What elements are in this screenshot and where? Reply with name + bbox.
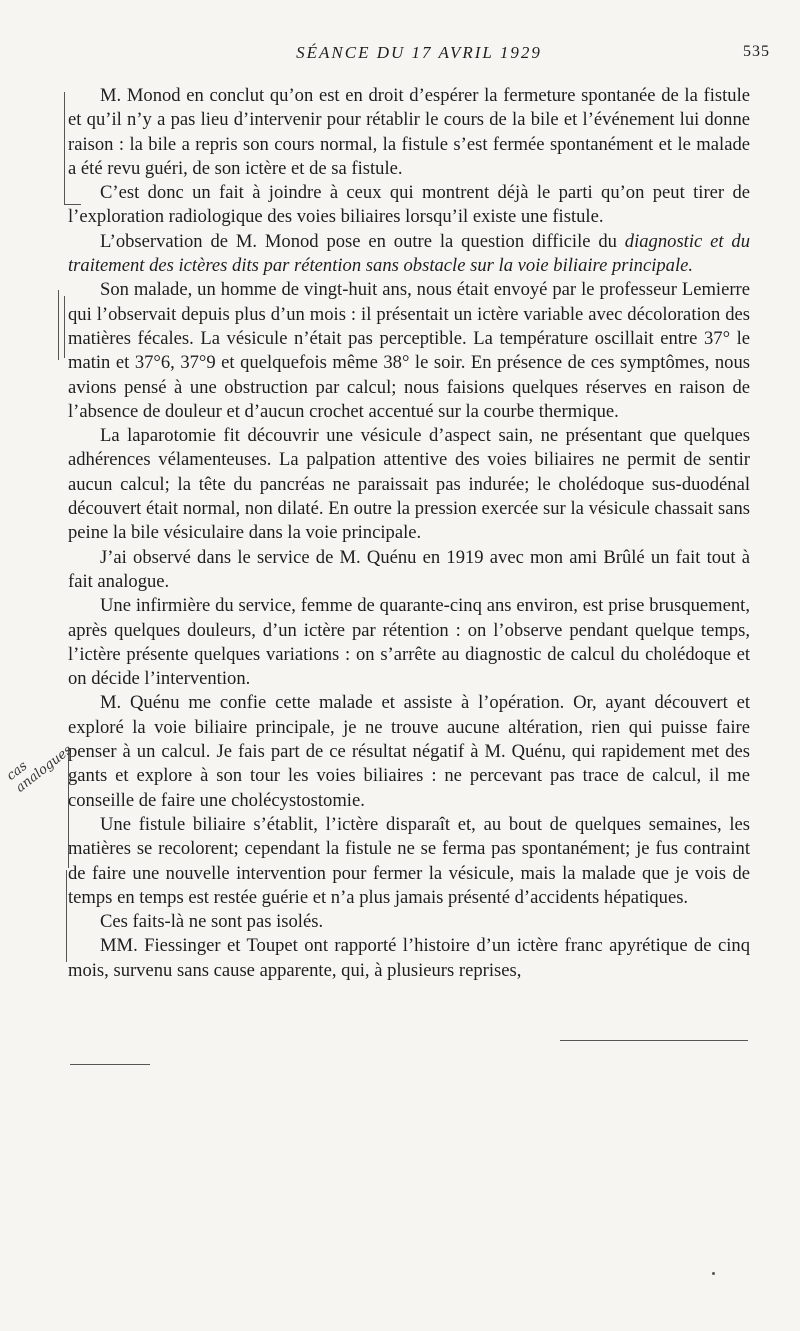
paragraph-italic: diagnostic et du traitement des ictères dits par rétention sans obstacle sur la voie biliaire principale. bbox=[68, 230, 750, 277]
paragraph-lead: L’observation de M. Monod pose en outre la question difficile du bbox=[100, 230, 625, 252]
paragraph: M. Monod en conclut qu’on est en droit d’espérer la fermeture spontanée de la fistule et qu’il n’y a pas lieu d’intervenir pour rétablir le cours de la bile et l’événement lui donne raison : la bile a repris son cours normal, la fistule s’est fermée spontanément et le malade a été revu guéri, de son ictère et de sa fistule. bbox=[68, 85, 750, 179]
page-number: 535 bbox=[743, 43, 770, 60]
paragraph: Son malade, un homme de vingt-huit ans, nous était envoyé par le professeur Lemierre qui l’observait depuis plus d’un mois : il présentait un ictère variable avec décoloration des matières fécales. La vésicule n’était pas perceptible. La température oscillait entre 37° le matin et 37°6, 37°9 et quelquefois même 38° le soir. En présence de ces symptômes, nous avions pensé à une obstruction par calcul; nous faisions quelques réserves en raison de l’absence de douleur et d’aucun crochet accentué sur la courbe thermique. bbox=[68, 279, 750, 422]
margin-bracket-2 bbox=[58, 290, 63, 360]
body-text bbox=[68, 84, 750, 983]
handwritten-underline-2 bbox=[70, 1064, 150, 1065]
handwritten-underline bbox=[560, 1040, 748, 1041]
running-header bbox=[60, 40, 778, 70]
paragraph: Une fistule biliaire s’établit, l’ictère disparaît et, au bout de quelques semaines, les matières se recolorent; cependant la fistule ne se ferma pas spontanément; je fus contraint de faire une nouvelle intervention pour fermer la vésicule, mais la malade que je vois de temps en temps est restée guérie et n’a plus jamais présenté d’accidents hépatiques. bbox=[68, 813, 750, 908]
paragraph: Ces faits-là ne sont pas isolés. bbox=[100, 911, 324, 933]
margin-annotation: cas analogues bbox=[4, 742, 76, 796]
paragraph: M. Quénu me confie cette malade et assiste à l’opération. Or, ayant découvert et exploré la voie biliaire principale, je ne trouve aucune altération, rien qui puisse faire penser à un calcul. Je fais part de ce résultat négatif à M. Quénu, qui rapidement met des gants et explore à son tour les voies biliaires : ne percevant pas trace de calcul, il me conseille de faire une cholécystostomie. bbox=[68, 692, 750, 811]
paragraph bbox=[68, 230, 750, 279]
paragraph: La laparotomie fit découvrir une vésicule d’aspect sain, ne présentant que quelques adhérences vélamenteuses. La palpation attentive des voies biliaires ne permit de sentir aucun calcul; la tête du pancréas ne paraissait pas indurée; le cholédoque sus-duodénal découvert était normal, non dilaté. En outre la pression exercée sur la vésicule chassait sans peine la bile vésiculaire dans la voie principale. bbox=[68, 425, 750, 544]
paragraph: MM. Fiessinger et Toupet ont rapporté l’histoire d’un ictère franc apyrétique de cinq mois, survenu sans cause apparente, qui, à plusieurs reprises, bbox=[68, 935, 750, 981]
ink-speck bbox=[712, 1272, 715, 1275]
running-header-title: SÉANCE DU 17 AVRIL 1929 bbox=[296, 43, 542, 62]
paragraph: Une infirmière du service, femme de quarante-cinq ans environ, est prise brusquement, après quelques douleurs, d’un ictère par rétention : on l’observe pendant quelque temps, l’ictère présente quelques variations : on s’arrête au diagnostic de calcul du cholédoque et on décide l’intervention. bbox=[68, 595, 750, 690]
paragraph: C’est donc un fait à joindre à ceux qui montrent déjà le parti qu’on peut tirer de l’exploration radiologique des voies biliaires lorsqu’il existe une fistule. bbox=[68, 182, 750, 228]
paragraph: J’ai observé dans le service de M. Quénu en 1919 avec mon ami Brûlé un fait tout à fait analogue. bbox=[68, 546, 750, 592]
